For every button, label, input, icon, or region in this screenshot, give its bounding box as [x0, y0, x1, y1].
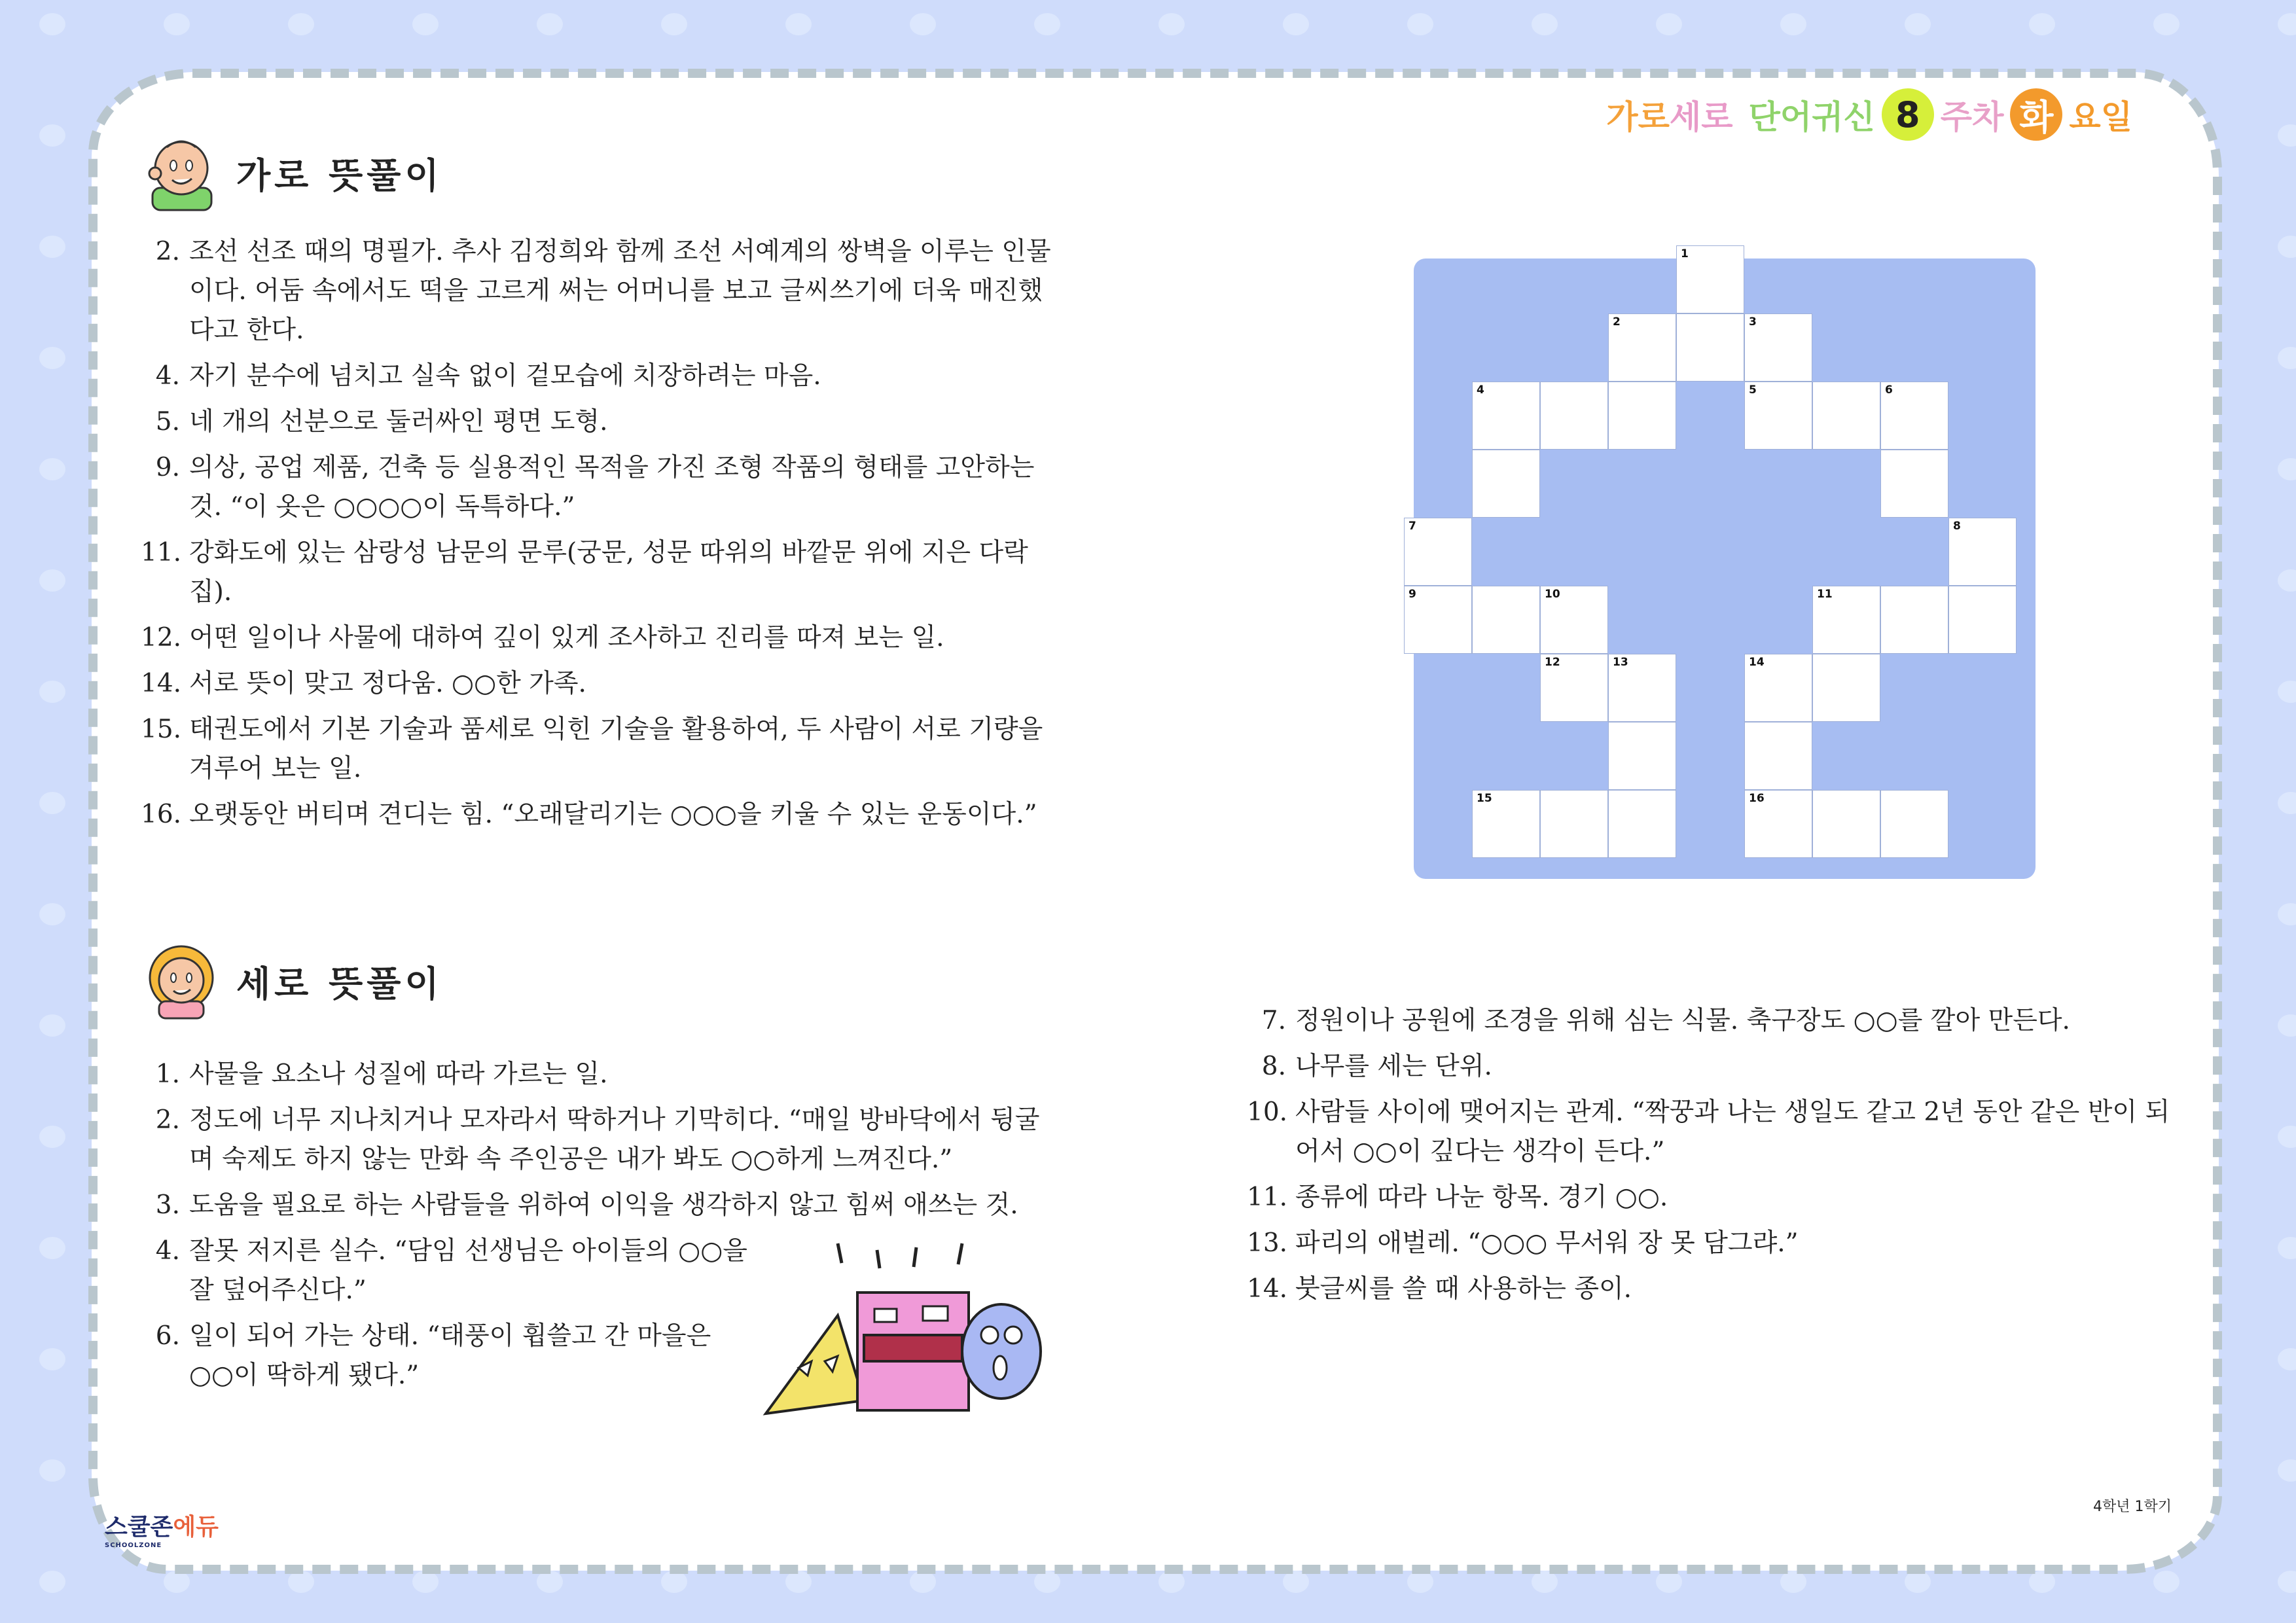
across-clue — [141, 795, 1060, 834]
week-label: 주차 — [1940, 98, 2004, 136]
clue-number: 14. — [141, 669, 182, 698]
week-number-badge: 8 — [1882, 88, 1934, 141]
across-clue — [141, 448, 1060, 527]
clue-number: 1. — [155, 1060, 180, 1089]
crossword-cell[interactable] — [1608, 382, 1676, 450]
crossword-cell[interactable] — [1472, 790, 1540, 858]
clue-text: 잘못 저지른 실수. “담임 선생님은 아이들의 ○○을 잘 덮어주신다.” — [189, 1236, 747, 1305]
clue-text: 의상, 공업 제품, 건축 등 실용적인 목적을 가진 조형 작품의 형태를 고안하는 것. “이 옷은 ○○○○이 독특하다.” — [189, 453, 1035, 522]
crossword-cell[interactable] — [1744, 722, 1812, 790]
crossword-cell[interactable] — [1676, 245, 1744, 313]
crossword-cell[interactable] — [1744, 790, 1812, 858]
crossword-cell[interactable] — [1812, 654, 1880, 722]
down-clue — [1247, 1178, 2189, 1217]
crossword-cell[interactable] — [1608, 313, 1676, 382]
down-section-header — [141, 942, 443, 1020]
crossword-cell[interactable] — [1608, 790, 1676, 858]
crossword-cell[interactable] — [1744, 654, 1812, 722]
across-clue — [141, 710, 1060, 789]
clue-number: 10. — [1247, 1097, 1288, 1127]
cell-number: 5 — [1749, 383, 1757, 397]
cell-number: 9 — [1408, 588, 1416, 601]
clue-text: 태권도에서 기본 기술과 품세로 익힌 기술을 활용하여, 두 사람이 서로 기량을 겨루어 보는 일. — [189, 715, 1043, 783]
crossword-cell[interactable] — [1880, 586, 1948, 654]
down-clue — [1247, 1047, 2189, 1086]
down-clue — [141, 1317, 762, 1395]
clue-number: 11. — [1247, 1183, 1288, 1212]
crossword-cell[interactable] — [1880, 382, 1948, 450]
boy-face-icon — [141, 134, 222, 211]
cell-number: 11 — [1817, 588, 1833, 601]
down-clue — [1247, 1001, 2189, 1041]
crossword-cell[interactable] — [1540, 654, 1608, 722]
down-clue — [1247, 1093, 2189, 1171]
clue-number: 6. — [155, 1321, 180, 1351]
cell-number: 2 — [1613, 315, 1621, 329]
clue-text: 오랫동안 버티며 견디는 힘. “오래달리기는 ○○○을 키울 수 있는 운동이다.” — [189, 800, 1037, 829]
clue-text: 종류에 따라 나눈 항목. 경기 ○○. — [1295, 1183, 1668, 1212]
down-clue — [1247, 1224, 2189, 1263]
clue-text: 정원이나 공원에 조경을 위해 심는 식물. 축구장도 ○○를 깔아 만든다. — [1295, 1006, 2070, 1035]
header-title-char: 가 — [1606, 98, 1638, 136]
crossword-cell[interactable] — [1676, 313, 1744, 382]
clue-number: 16. — [141, 800, 182, 829]
crossword-cell[interactable] — [1880, 790, 1948, 858]
crossword-cell[interactable] — [1744, 313, 1812, 382]
crossword-cell[interactable] — [1608, 654, 1676, 722]
down-clue — [141, 1101, 1060, 1179]
cell-number: 1 — [1681, 247, 1689, 260]
crossword-cell[interactable] — [1540, 790, 1608, 858]
clue-text: 파리의 애벌레. “○○○ 무서워 장 못 담그랴.” — [1295, 1228, 1799, 1258]
header-title-char: 세 — [1669, 98, 1702, 136]
header-title-char: 단 — [1748, 98, 1780, 136]
across-section-header — [141, 134, 443, 211]
header-title-char: 신 — [1843, 98, 1875, 136]
cell-number: 4 — [1477, 383, 1484, 397]
across-clue — [141, 232, 1060, 350]
clue-number: 7. — [1261, 1006, 1286, 1035]
crossword-cell[interactable] — [1948, 586, 2017, 654]
publisher-logo: 스쿨존에듀 SCHOOLZONE — [105, 1514, 219, 1549]
cell-number: 3 — [1749, 315, 1757, 329]
clue-number: 8. — [1261, 1052, 1286, 1081]
down-clue — [1247, 1270, 2189, 1309]
crossword-cell[interactable] — [1812, 790, 1880, 858]
across-clue — [141, 357, 1060, 396]
worksheet-header — [1606, 88, 2132, 141]
crossword-cell[interactable] — [1812, 586, 1880, 654]
crossword-cell[interactable] — [1472, 586, 1540, 654]
down-clue — [141, 1055, 1060, 1094]
clue-number: 14. — [1247, 1274, 1288, 1304]
clue-number: 9. — [155, 453, 180, 482]
clue-text: 붓글씨를 쓸 때 사용하는 종이. — [1295, 1274, 1632, 1304]
cell-number: 6 — [1885, 383, 1893, 397]
cell-number: 10 — [1545, 588, 1560, 601]
crossword-cell[interactable] — [1404, 518, 1472, 586]
header-title-char: 로 — [1638, 98, 1670, 136]
down-clue — [141, 1186, 1060, 1225]
crossword-cell[interactable] — [1472, 382, 1540, 450]
crossword-cell[interactable] — [1608, 722, 1676, 790]
crossword-cell[interactable] — [1540, 586, 1608, 654]
clue-number: 5. — [155, 407, 180, 437]
header-title-char: 로 — [1701, 98, 1733, 136]
grade-label: 4학년 1학기 — [2093, 1499, 2172, 1515]
clue-text: 서로 뜻이 맞고 정다움. ○○한 가족. — [189, 669, 586, 698]
shapes-characters-illustration — [753, 1237, 1054, 1427]
across-clue — [141, 402, 1060, 442]
clue-text: 나무를 세는 단위. — [1295, 1052, 1492, 1081]
down-clue-list-right — [1247, 1001, 2189, 1315]
across-clue — [141, 664, 1060, 704]
cell-number: 15 — [1477, 792, 1492, 805]
cell-number: 7 — [1408, 520, 1416, 533]
clue-text: 어떤 일이나 사물에 대하여 깊이 있게 조사하고 진리를 따져 보는 일. — [189, 623, 944, 652]
clue-text: 사람들 사이에 맺어지는 관계. “짝꿍과 나는 생일도 같고 2년 동안 같은 반이 되어서 ○○이 깊다는 생각이 든다.” — [1295, 1097, 2170, 1166]
clue-number: 13. — [1247, 1228, 1288, 1258]
across-clue-list — [141, 232, 1060, 841]
clue-text: 조선 선조 때의 명필가. 추사 김정희와 함께 조선 서예계의 쌍벽을 이루는 인물이다. 어둠 속에서도 떡을 고르게 써는 어머니를 보고 글씨쓰기에 더욱 매진했다고 한다. — [189, 237, 1051, 345]
clue-text: 정도에 너무 지나치거나 모자라서 딱하거나 기막히다. “매일 방바닥에서 뒹굴며 숙제도 하지 않는 만화 속 주인공은 내가 봐도 ○○하게 느껴진다.” — [189, 1105, 1040, 1174]
clue-text: 도움을 필요로 하는 사람들을 위하여 이익을 생각하지 않고 힘써 애쓰는 것. — [189, 1190, 1018, 1220]
clue-text: 사물을 요소나 성질에 따라 가르는 일. — [189, 1060, 608, 1089]
across-title: 가로 뜻풀이 — [236, 154, 443, 196]
clue-text: 자기 분수에 넘치고 실속 없이 겉모습에 치장하려는 마음. — [189, 361, 821, 391]
clue-number: 11. — [141, 538, 182, 567]
clue-number: 4. — [155, 1236, 180, 1266]
across-clue — [141, 618, 1060, 658]
girl-face-icon — [141, 942, 222, 1020]
crossword-cell[interactable] — [1744, 382, 1812, 450]
day-suffix: 요일 — [2069, 98, 2132, 136]
cell-number: 14 — [1749, 656, 1765, 669]
crossword-cell[interactable] — [1472, 450, 1540, 518]
clue-number: 2. — [155, 1105, 180, 1135]
crossword-cell[interactable] — [1948, 518, 2017, 586]
header-title-char: 귀 — [1812, 98, 1844, 136]
cell-number: 13 — [1613, 656, 1628, 669]
cell-number: 16 — [1749, 792, 1765, 805]
crossword-cell[interactable] — [1404, 586, 1472, 654]
clue-text: 일이 되어 가는 상태. “태풍이 휩쓸고 간 마을은 ○○이 딱하게 됐다.” — [189, 1321, 711, 1390]
clue-text: 강화도에 있는 삼랑성 남문의 문루(궁문, 성문 따위의 바깥문 위에 지은 다락집). — [189, 538, 1028, 607]
clue-number: 4. — [155, 361, 180, 391]
cell-number: 12 — [1545, 656, 1560, 669]
header-title — [1606, 91, 1875, 138]
clue-text: 네 개의 선분으로 둘러싸인 평면 도형. — [189, 407, 608, 437]
header-title-char: 어 — [1780, 98, 1812, 136]
day-badge: 화 — [2010, 88, 2062, 141]
clue-number: 2. — [155, 237, 180, 266]
crossword-cell[interactable] — [1880, 450, 1948, 518]
crossword-board — [1408, 247, 2036, 879]
clue-number: 15. — [141, 715, 182, 744]
cell-number: 8 — [1953, 520, 1961, 533]
clue-number: 3. — [155, 1190, 180, 1220]
crossword-cell[interactable] — [1812, 382, 1880, 450]
crossword-cell[interactable] — [1540, 382, 1608, 450]
down-clue — [141, 1232, 762, 1310]
clue-number: 12. — [141, 623, 182, 652]
across-clue — [141, 533, 1060, 612]
down-title: 세로 뜻풀이 — [236, 963, 443, 1005]
